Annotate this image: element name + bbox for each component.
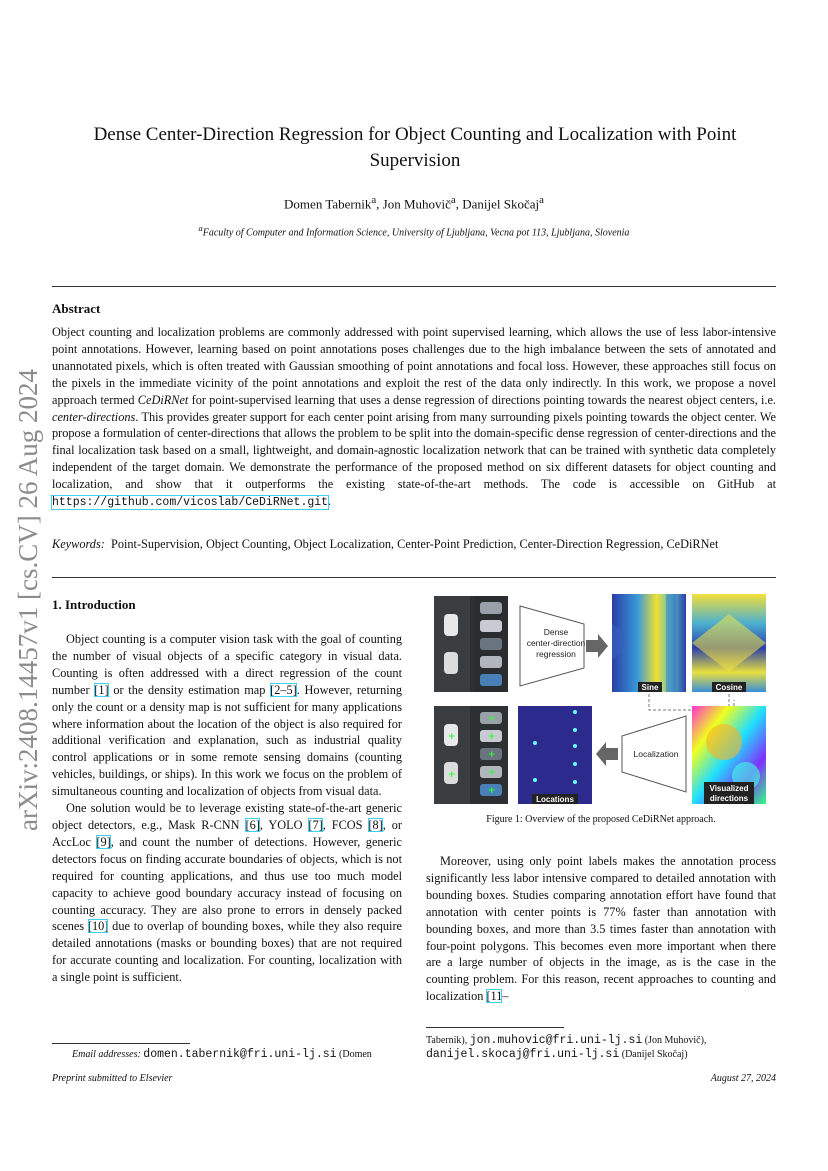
footnote-rule-left — [52, 1043, 190, 1044]
figure-1-caption: Figure 1: Overview of the proposed CeDiRNet approach. — [486, 814, 716, 825]
svg-text:+: + — [488, 750, 496, 760]
abstract-heading: Abstract — [52, 301, 101, 316]
visualized-directions-map — [692, 706, 766, 804]
arrow-left-icon — [596, 742, 618, 766]
footer-date: August 27, 2024 — [710, 1073, 776, 1084]
svg-text:Dense: Dense — [543, 627, 569, 637]
intro-paragraph-2: One solution would be to leverage existing state-of-the-art generic object detectors, e.g., Mask R-CNN [6], YOLO [7], FCOS [8], or AccLoc [9], and count the number of detections. However, generic detectors focus on finding accurate boundaries of objects, which is not required for counting applications, and thus use too much model capacity to achieve good boundary accuracy instead of focusing on counting accuracy. They are also prone to errors in densely packed scenes [10] due to overlap of bounding boxes, while they also require detailed annotations (masks or bounding boxes) that are not required for accurate counting and localization. For counting, localization with a single point is sufficient. — [52, 801, 403, 985]
dense-regression-block — [520, 606, 586, 686]
left-column — [52, 631, 402, 986]
svg-text:+: + — [448, 732, 456, 742]
sine-map — [612, 594, 686, 692]
svg-text:+: + — [448, 770, 456, 780]
intro-paragraph-1: Object counting is a computer vision task with the goal of counting the number of visual objects of a specific category in visual data. Counting is often addressed with a direct regression of the count number [1] or the density estimation map [2–5]. However, returning only the count or a density map is not sufficient for many applications where information about the location of the object is also required for additional verification and explanation, such as industrial quality control applications or in some remote sensing domains (counting vehicles, buildings, or ships). In this work we focus on the problem of simultaneous counting and localization of objects from visual data. — [52, 632, 402, 799]
github-link[interactable]: https://github.com/vicoslab/CeDiRNet.git — [52, 496, 329, 510]
abstract-body: Object counting and localization problems are commonly addressed with point supervised learning, which allows the use of less labor-intensive point annotations. However, learning based on point annotations poses challenges due to the high imbalance between the sets of annotated and unannotated pixels, which is often treated with Gaussian smoothing of point annotations and focal loss. However, these approaches still focus on the pixels in the immediate vicinity of the point annotations and exploit the rest of the data only indirectly. In this work, we propose a novel approach termed CeDiRNet for point-supervised learning that uses a dense regression of directions pointing towards the nearest object centers, i.e. center-directions. This provides greater support for each center point arising from many surrounding pixels pointing towards the object center. We propose a formulation of center-directions that allows the problem to be split into the domain-specific dense regression of center-directions and the final localization task based on a small, lightweight, and domain-agnostic localization network that can be trained with synthetic data completely independent of the target domain. We demonstrate the performance of the proposed method on six different datasets for object counting and localization, and show that it outperforms the existing state-of-the-art methods. The code is accessible on GitHub at https://github.com/vicoslab/CeDiRNet.git. — [52, 325, 776, 510]
affiliation: $^a$Faculty of Computer and Information Science, University of Ljubljana, Vecna pot 113, Ljubljana, Slovenia — [198, 224, 630, 239]
footnote-email-right: Tabernik), jon.muhovic@fri.uni-lj.si (Jon Muhovič), danijel.skocaj@fri.uni-lj.si (Danijel Skočaj) — [426, 1034, 707, 1061]
svg-text:Visualized: Visualized — [709, 784, 749, 793]
footnote-email-left: Email addresses: domen.tabernik@fri.uni-lj.si (Domen — [72, 1048, 372, 1061]
intro-paragraph-3: Moreover, using only point labels makes the annotation process significantly less labor intensive compared to detailed annotation with bounding boxes. Studies comparing annotation effort have found that annotation with center points is 77% faster than annotation with bounding boxes, and more than 3.5 times faster than annotation with four-point polygons. This becomes even more important when there are a large number of objects in the image, as is the case in the counting problem. For this reason, recent approaches to counting and localization [11– — [426, 854, 776, 1004]
svg-text:+: + — [488, 768, 496, 778]
footnote-rule-right — [426, 1027, 564, 1028]
footer-preprint: Preprint submitted to Elsevier — [52, 1073, 173, 1084]
input-image-top — [434, 596, 508, 692]
right-column — [426, 853, 776, 1005]
svg-text:+: + — [488, 732, 496, 742]
svg-text:Locations: Locations — [536, 795, 574, 804]
paper-title: Dense Center-Direction Regression for Object Counting and Localization with Point Supervision — [93, 124, 737, 171]
authors: Domen Tabernik$^a$, Jon Muhovič$^a$, Danijel Skočaj$^a$ — [284, 194, 544, 212]
input-image-bottom — [434, 706, 508, 804]
arrow-right-icon — [586, 634, 608, 658]
figure-1-diagram — [434, 594, 770, 804]
svg-text:Sine: Sine — [641, 683, 659, 692]
svg-text:regression: regression — [536, 649, 576, 659]
arxiv-stamp: arXiv:2408.14457v1 [cs.CV] 26 Aug 2024 — [13, 369, 43, 831]
locations-map — [518, 706, 592, 804]
svg-text:Cosine: Cosine — [715, 683, 743, 692]
cosine-map — [692, 594, 766, 692]
keywords-rule — [52, 577, 776, 578]
figure-1 — [434, 594, 770, 804]
svg-text:center-direction: center-direction — [526, 638, 586, 648]
svg-text:Localization: Localization — [633, 749, 679, 759]
svg-text:+: + — [488, 714, 496, 724]
svg-text:+: + — [488, 786, 496, 796]
section-heading-introduction: 1. Introduction — [52, 597, 136, 612]
svg-text:directions: directions — [709, 794, 749, 803]
top-rule — [52, 286, 776, 287]
keywords: Keywords: Point-Supervision, Object Counting, Object Localization, Center-Point Prediction, Center-Direction Regression, CeDiRNet — [52, 537, 719, 551]
localization-block — [622, 716, 686, 792]
